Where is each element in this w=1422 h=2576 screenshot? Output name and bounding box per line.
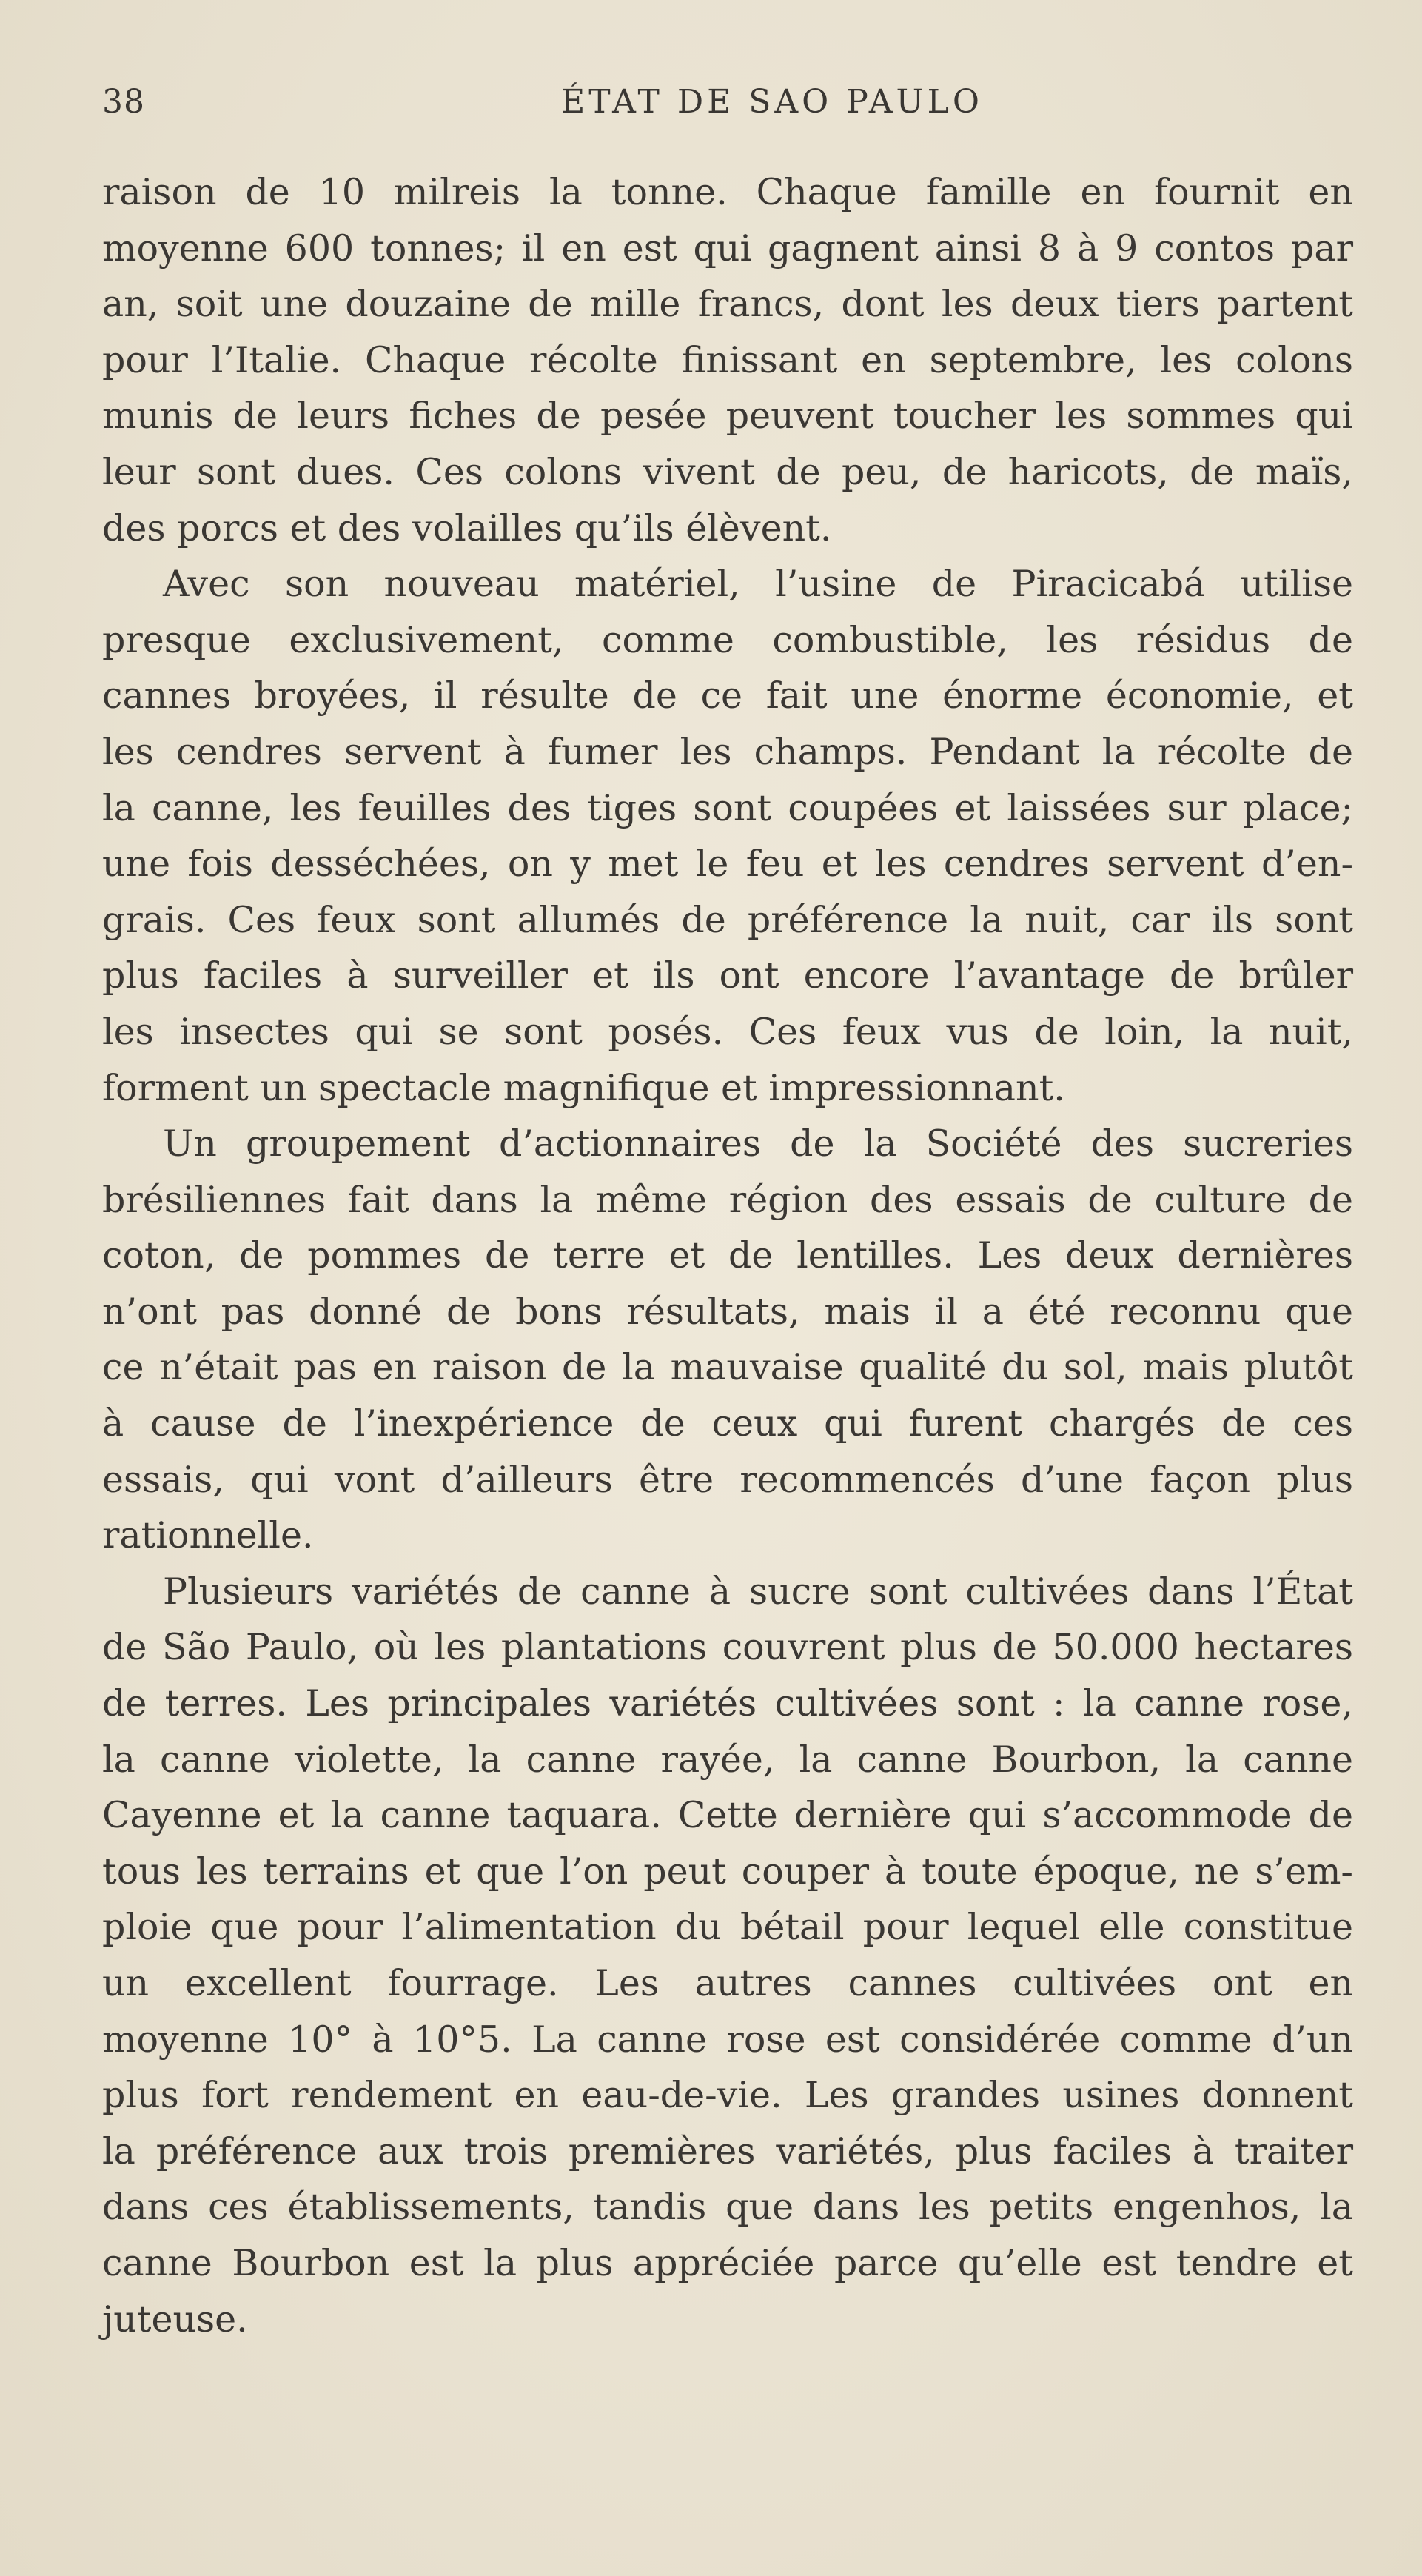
text-line: cannes broyées, il résulte de ce fait une énorme économie, et	[102, 675, 1353, 717]
text-line: rationnelle.	[102, 1514, 314, 1557]
paragraph	[102, 164, 1353, 556]
text-line: la préférence aux trois premières variétés, plus faciles à traiter	[102, 2130, 1353, 2172]
text-line: moyenne 10° à 10°5. La canne rose est considérée comme d’un	[102, 2018, 1353, 2061]
text-line: de terres. Les principales variétés cultivées sont : la canne rose,	[102, 1682, 1353, 1725]
text-line: juteuse.	[102, 2298, 248, 2341]
paragraph	[102, 556, 1353, 1116]
text-line: Cayenne et la canne taquara. Cette dernière qui s’accommode de	[102, 1794, 1353, 1837]
text-line: leur sont dues. Ces colons vivent de peu, de haricots, de maïs,	[102, 450, 1353, 493]
text-line: n’ont pas donné de bons résultats, mais il a été reconnu que	[102, 1290, 1353, 1333]
text-line: raison de 10 milreis la tonne. Chaque famille en fournit en	[102, 171, 1353, 213]
text-line: presque exclusivement, comme combustible, les résidus de	[102, 618, 1353, 661]
text-line: forment un spectacle magnifique et impressionnant.	[102, 1066, 1065, 1109]
text-line: coton, de pommes de terre et de lentilles. Les deux dernières	[102, 1234, 1353, 1277]
page-number: 38	[102, 83, 145, 121]
running-title: ÉTAT DE SAO PAULO	[561, 83, 983, 121]
text-line: an, soit une douzaine de mille francs, dont les deux tiers partent	[102, 283, 1353, 326]
text-line: ploie que pour l’alimentation du bétail pour lequel elle constitue	[102, 1906, 1353, 1949]
text-line: dans ces établissements, tandis que dans les petits engenhos, la	[102, 2186, 1353, 2229]
text-line: brésiliennes fait dans la même région des essais de culture de	[102, 1178, 1353, 1221]
text-line: grais. Ces feux sont allumés de préférence la nuit, car ils sont	[102, 898, 1353, 941]
text-line: de São Paulo, où les plantations couvrent plus de 50.000 hectares	[102, 1626, 1353, 1669]
text-line: plus faciles à surveiller et ils ont encore l’avantage de brûler	[102, 954, 1353, 997]
body-text	[102, 164, 1353, 2347]
text-line: pour l’Italie. Chaque récolte finissant en septembre, les colons	[102, 338, 1353, 381]
text-line: Plusieurs variétés de canne à sucre sont cultivées dans l’État	[163, 1570, 1353, 1613]
text-line: une fois desséchées, on y met le feu et les cendres servent d’en-	[102, 843, 1353, 886]
paragraph	[102, 1564, 1353, 2347]
text-line: plus fort rendement en eau-de-vie. Les grandes usines donnent	[102, 2074, 1353, 2117]
text-line: à cause de l’inexpérience de ceux qui furent chargés de ces	[102, 1402, 1353, 1445]
text-line: essais, qui vont d’ailleurs être recommencés d’une façon plus	[102, 1458, 1353, 1501]
text-line: ce n’était pas en raison de la mauvaise qualité du sol, mais plutôt	[102, 1346, 1353, 1389]
text-line: un excellent fourrage. Les autres cannes cultivées ont en	[102, 1962, 1353, 2004]
text-line: Avec son nouveau matériel, l’usine de Piracicabá utilise	[163, 563, 1353, 606]
text-line: tous les terrains et que l’on peut couper à toute époque, ne s’em-	[102, 1850, 1353, 1893]
text-line: moyenne 600 tonnes; il en est qui gagnent ainsi 8 à 9 contos par	[102, 227, 1353, 270]
text-line: canne Bourbon est la plus appréciée parce qu’elle est tendre et	[102, 2241, 1353, 2284]
text-line: Un groupement d’actionnaires de la Société des sucreries	[163, 1123, 1353, 1165]
text-line: des porcs et des volailles qu’ils élèvent.	[102, 506, 832, 549]
text-line: munis de leurs fiches de pesée peuvent toucher les sommes qui	[102, 395, 1353, 438]
text-line: les insectes qui se sont posés. Ces feux vus de loin, la nuit,	[102, 1010, 1353, 1053]
paragraph	[102, 1116, 1353, 1564]
running-head	[102, 83, 1353, 127]
text-line: les cendres servent à fumer les champs. Pendant la récolte de	[102, 730, 1353, 773]
text-line: la canne violette, la canne rayée, la canne Bourbon, la canne	[102, 1738, 1353, 1781]
text-line: la canne, les feuilles des tiges sont coupées et laissées sur place;	[102, 786, 1353, 829]
